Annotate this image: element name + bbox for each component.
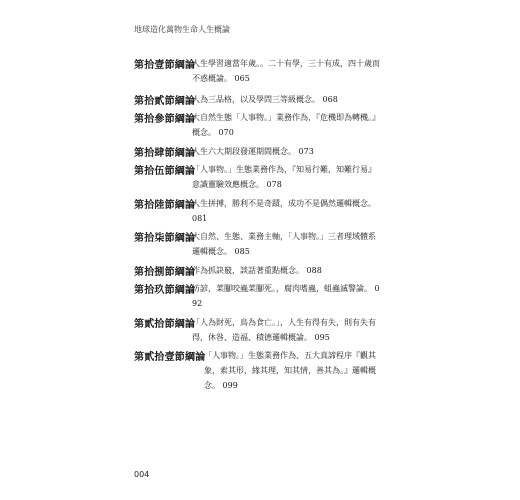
running-header: 地球造化萬物生命人生概論	[134, 25, 230, 34]
page-number: 004	[134, 470, 150, 479]
toc-entry-description: 人為三品格，以及學問三等級概念。 068	[192, 95, 338, 104]
toc-entry-description: 坊諺，菜腳咬蟲菜腳死。，腐肉嗜蟲，蛆蟲滅警論。 092	[192, 284, 380, 308]
toc-entry-description: 作為抓訣竅，談話著重點概念。 088	[192, 266, 322, 275]
toc-entry-description: 「人為財死，鳥為食亡。」，人生有得有失，則有失有得，休咎、造福、積德邏輯概論。 095	[192, 318, 376, 342]
toc-entry-description: 「人事物。」生態業務作為、五大真諦程序『觀其象，索其形，緣其理，知其情，善其為。』邏輯概念。 099	[204, 351, 376, 390]
toc-entry-description: 大自然、生態、業務主軸，「人事物。」三者理域體系邏輯概念。 085	[192, 232, 376, 256]
toc-entry-label: 第拾參節綱論	[134, 114, 196, 125]
toc-entry-label: 第貳拾節綱論	[134, 319, 196, 330]
toc-entry-label: 第拾玖節綱論	[134, 285, 196, 296]
toc-entry-description: 人生拼搏，勝利不是奇蹟，成功不是偶然邏輯概念。 081	[192, 199, 376, 223]
toc-entry-label: 第拾貳節綱論	[134, 96, 196, 107]
toc-entry-label: 第貳拾壹節綱論	[134, 352, 206, 363]
toc-entry-label: 第拾捌節綱論	[134, 267, 196, 278]
toc-entry-description: 「人事物。」生態業務作為，『知易行難，知難行易』意識靈驗效應概念。 078	[192, 165, 376, 189]
toc-entry-label: 第拾陸節綱論	[134, 200, 196, 211]
toc-entry-label: 第拾伍節綱論	[134, 166, 196, 177]
toc-entry-label: 第拾柒節綱論	[134, 233, 196, 244]
toc-entry-description: 人生學習適當年歲。。二十有學，三十有成，四十歲而不惑概論。 065	[192, 59, 380, 83]
toc-entry-description: 大自然生態「人事物。」業務作為，『危機即為轉機。』概念。 070	[192, 113, 380, 137]
toc-entry-description: 人生六大期段發運期間概念。 073	[192, 147, 314, 156]
toc-entry-label: 第拾肆節綱論	[134, 148, 196, 159]
toc-entry-label: 第拾壹節綱論	[134, 60, 196, 71]
